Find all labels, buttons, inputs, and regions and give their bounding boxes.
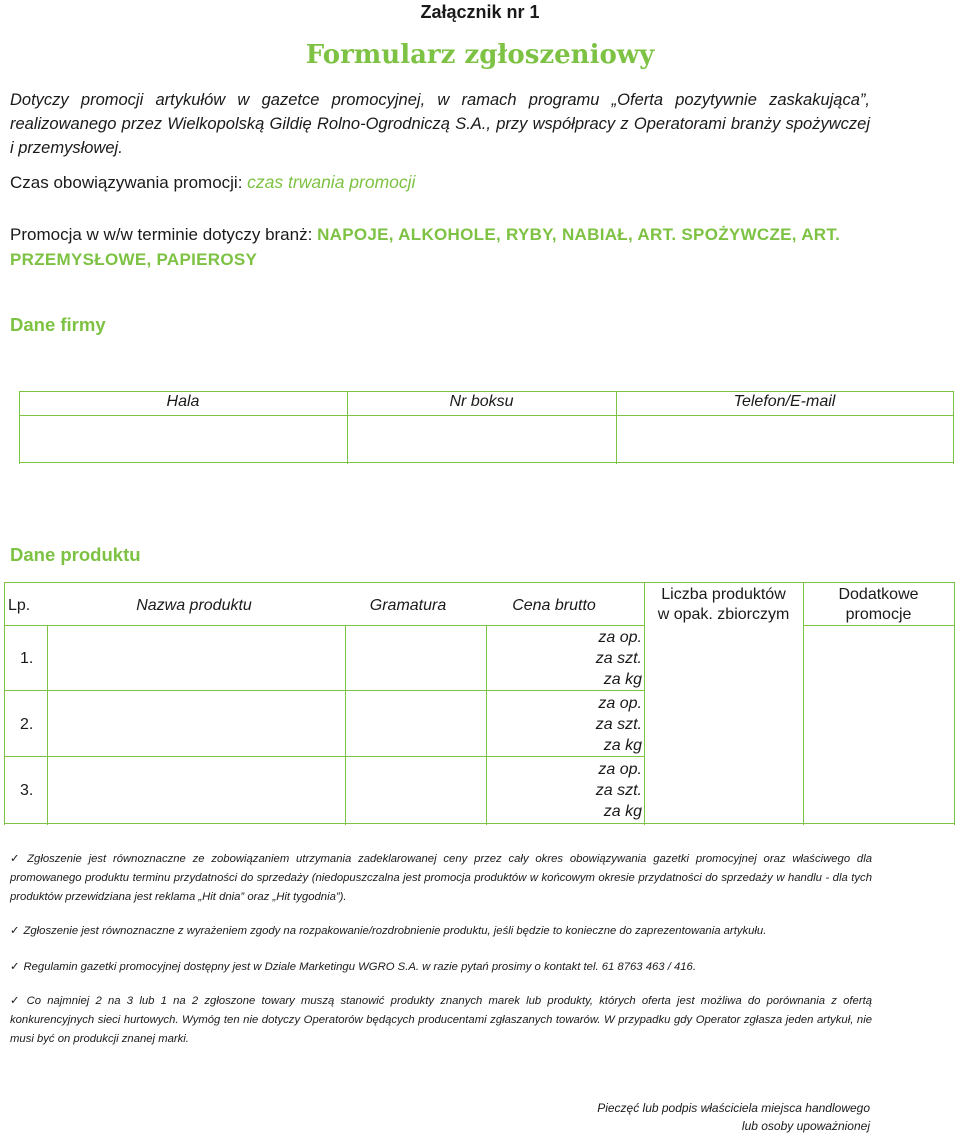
promotion-period	[10, 172, 415, 193]
row-number: 1.	[20, 650, 34, 667]
promotion-branches-value: NAPOJE, ALKOHOLE, RYBY, NABIAŁ, ART. SPOŻYWCZE, ART. PRZEMYSŁOWE, PAPIEROSY	[10, 225, 841, 269]
checkmark-icon: ✓	[10, 925, 20, 937]
column-header-bulk-count: Liczba produktów w opak. zbiorczym	[657, 586, 790, 623]
price-units: za op. za szt. za kg	[595, 629, 642, 688]
contact-input-cell[interactable]	[618, 417, 951, 461]
booth-input-cell[interactable]	[349, 417, 614, 461]
promotion-branches-label: Promocja w w/w terminie dotyczy branż:	[10, 225, 313, 244]
intro-paragraph: Dotyczy promocji artykułów w gazetce promocyjnej, w ramach programu „Oferta pozytywnie zaskakująca”, realizowanego przez Wielkopolską Gildię Rolno-Ogrodniczą S.A., przy współpracy z Operatorami branży spożywczej i przemysłowej.	[10, 91, 870, 157]
company-section-heading: Dane firmy	[10, 314, 106, 335]
checkmark-icon: ✓	[10, 961, 20, 973]
column-header-extra-promotions: Dodatkowe promocje	[838, 586, 919, 623]
price-units: za op. za szt. za kg	[595, 695, 642, 754]
note-item: ✓ Co najmniej 2 na 3 lub 1 na 2 zgłoszone towary muszą stanowić produkty znanych marek lub produkty, których oferta jest możliwa do porównania z ofertą konkurencyjnych sieci hurtowych. Wymóg ten nie dotyczy Operatorów będących producentami zgłaszanych towarów. W przypadku gdy Operator zgłasza jeden artykuł, nie musi być on produkcji znanej marki.	[10, 995, 873, 1045]
column-header-weight: Gramatura	[369, 597, 447, 614]
note-item: ✓ Regulamin gazetki promocyjnej dostępny jest w Dziale Marketingu WGRO S.A. w razie pytań prosimy o kontakt tel. 61 8763 463 / 416.	[10, 961, 696, 973]
row-number: 2.	[20, 716, 34, 733]
row-number: 3.	[20, 782, 34, 799]
promotion-period-value: czas trwania promocji	[247, 172, 416, 192]
checkmark-icon: ✓	[10, 995, 23, 1007]
company-table	[19, 391, 954, 464]
form-title: Formularz zgłoszeniowy	[305, 40, 655, 70]
checkmark-icon: ✓	[10, 853, 24, 865]
price-units: za op. za szt. za kg	[595, 761, 642, 820]
product-section-heading: Dane produktu	[10, 544, 141, 565]
column-header-booth: Nr boksu	[449, 393, 514, 410]
column-header-hall: Hala	[166, 393, 200, 410]
column-header-contact: Telefon/E-mail	[733, 393, 836, 410]
product-table	[4, 582, 955, 825]
signature-caption: Pieczęć lub podpis właściciela miejsca handlowego lub osoby upoważnionej	[597, 1101, 870, 1133]
hall-input-cell[interactable]	[21, 417, 345, 461]
column-header-gross-price: Cena brutto	[512, 597, 596, 614]
annex-label: Załącznik nr 1	[420, 2, 540, 22]
column-header-lp: Lp.	[8, 597, 31, 614]
column-header-product-name: Nazwa produktu	[136, 597, 252, 614]
promotion-branches	[10, 222, 850, 272]
note-item: ✓ Zgłoszenie jest równoznaczne ze zobowiązaniem utrzymania zadeklarowanej ceny przez cały okres obowiązywania gazetki promocyjnej oraz właściwego dla promowanego produktu terminu przydatności do sprzedaży (niedopuszczalna jest promocja produktów w końcowym okresie przydatności do sprzedaży w handlu - dla tych produktów przewidziana jest reklama „Hit dnia” oraz „Hit tygodnia”).	[10, 853, 872, 903]
promotion-period-label: Czas obowiązywania promocji:	[10, 173, 243, 192]
note-item: ✓ Zgłoszenie jest równoznaczne z wyrażeniem zgody na rozpakowanie/rozdrobnienie produktu, jeśli będzie to konieczne do zaprezentowania artykułu.	[10, 925, 767, 937]
